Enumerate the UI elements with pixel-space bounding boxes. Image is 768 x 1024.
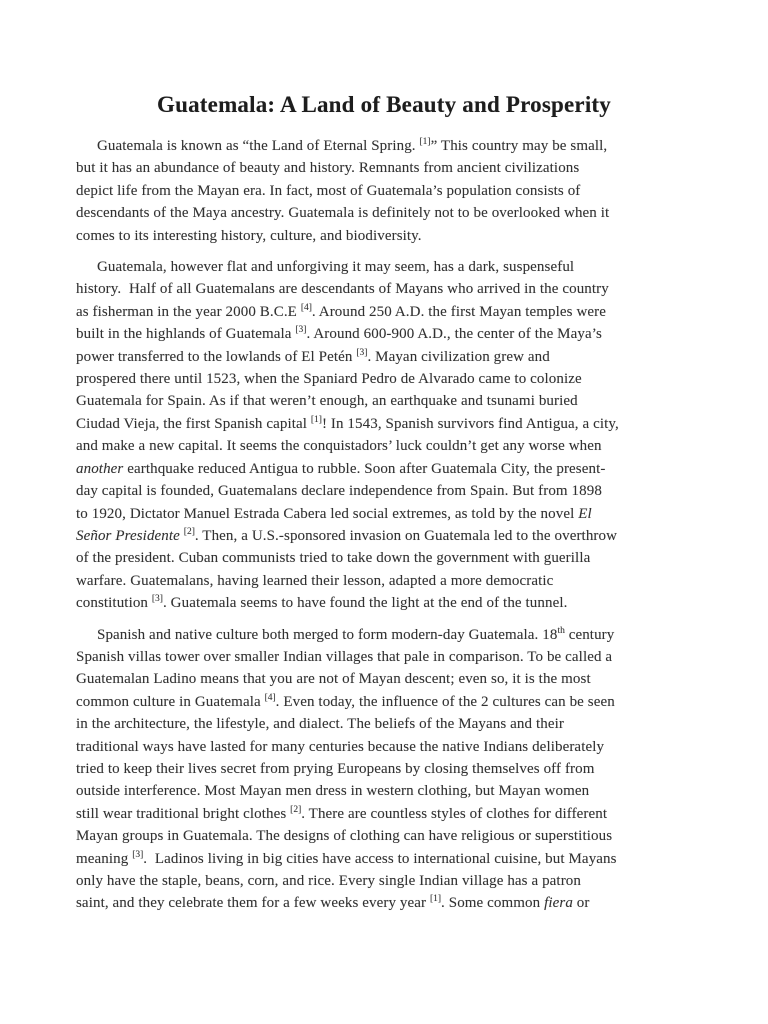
text-line: Guatemala is known as “the Land of Eternal Spring. [1]” This country may be small, [97, 137, 608, 154]
citation-superscript: [1] [429, 894, 442, 905]
text-line: of the president. Cuban communists tried to take down the government with guerilla [76, 550, 591, 567]
text-line: prospered there until 1523, when the Spaniard Pedro de Alvarado came to colonize [76, 371, 582, 388]
document-title: Guatemala: A Land of Beauty and Prosperity [157, 92, 611, 117]
text-line: Señor Presidente [2]. Then, a U.S.-sponsored invasion on Guatemala led to the overthrow [76, 526, 618, 544]
citation-superscript: th [557, 625, 565, 636]
text-line: another earthquake reduced Antigua to rubble. Soon after Guatemala City, the present- [76, 460, 606, 477]
text-line: saint, and they celebrate them for a few weeks every year [1]. Some common fiera or [76, 894, 590, 912]
citation-superscript: [1] [419, 137, 431, 147]
citation-superscript: [3] [132, 849, 144, 860]
text-line: constitution [3]. Guatemala seems to have found the light at the end of the tunnel. [76, 594, 568, 612]
citation-superscript: [4] [300, 302, 312, 313]
text-line: history. Half of all Guatemalans are descendants of Mayans who arrived in the country [76, 281, 609, 298]
text-line: to 1920, Dictator Manuel Estrada Cabera led social extremes, as told by the novel El [76, 505, 592, 522]
text-line: as fisherman in the year 2000 B.C.E [4]. Around 250 A.D. the first Mayan temples were [76, 302, 607, 320]
citation-superscript: [4] [264, 692, 276, 703]
text-line: depict life from the Mayan era. In fact, most of Guatemala’s population consists of [76, 182, 581, 199]
text-line: warfare. Guatemalans, having learned their lesson, adapted a more democratic [76, 572, 554, 589]
text-line: in the architecture, the lifestyle, and dialect. The beliefs of the Mayans and their [76, 716, 564, 733]
text-line: only have the staple, beans, corn, and rice. Every single Indian village has a patron [76, 873, 581, 889]
text-line: traditional ways have lasted for many centuries because the native Indians deliberately [76, 738, 605, 755]
text-line: common culture in Guatemala [4]. Even today, the influence of the 2 cultures can be seen [76, 692, 615, 710]
text-line: Guatemala, however flat and unforgiving it may seem, has a dark, suspenseful [97, 259, 575, 276]
text-line: Guatemala for Spain. As if that weren’t enough, an earthquake and tsunami buried [76, 393, 578, 410]
text-line: Guatemalan Ladino means that you are not of Mayan descent; even so, it is the most [76, 671, 591, 688]
text-line: comes to its interesting history, culture, and biodiversity. [76, 227, 422, 244]
citation-superscript: [2] [183, 526, 195, 537]
citation-superscript: [3] [295, 325, 307, 336]
text-line: but it has an abundance of beauty and history. Remnants from ancient civilizations [76, 160, 580, 177]
text-line: Mayan groups in Guatemala. The designs of clothing can have religious or superstitious [76, 828, 613, 845]
paragraph [76, 624, 692, 915]
paragraph [76, 135, 692, 247]
text-line: and make a new capital. It seems the conquistadors’ luck couldn’t get any worse when [76, 438, 602, 455]
text-line: power transferred to the lowlands of El Petén [3]. Mayan civilization grew and [76, 347, 550, 365]
text-line: day capital is founded, Guatemalans declare independence from Spain. But from 1898 [76, 483, 602, 500]
citation-superscript: [3] [356, 347, 368, 358]
text-line: meaning [3]. Ladinos living in big cities have access to international cuisine, but Mayans [76, 849, 617, 867]
citation-superscript: [1] [310, 414, 322, 425]
text-line: descendants of the Maya ancestry. Guatemala is definitely not to be overlooked when it [76, 205, 610, 222]
text-line: Spanish villas tower over smaller Indian villages that pale in comparison. To be called a [76, 648, 613, 665]
paragraph [76, 256, 692, 615]
text-line: tried to keep their lives secret from prying Europeans by closing themselves off from [76, 760, 595, 777]
text-line: outside interference. Most Mayan men dress in western clothing, but Mayan women [76, 783, 590, 800]
document-body [76, 135, 692, 915]
text-line: built in the highlands of Guatemala [3]. Around 600-900 A.D., the center of the Maya’s [76, 325, 602, 343]
text-line: still wear traditional bright clothes [2]. There are countless styles of clothes for different [76, 804, 608, 822]
text-line: Ciudad Vieja, the first Spanish capital [1]! In 1543, Spanish survivors find Antigua, a city, [76, 414, 619, 432]
citation-superscript: [2] [290, 804, 302, 815]
citation-superscript: [3] [151, 594, 163, 605]
text-line: Spanish and native culture both merged to form modern-day Guatemala. 18th century [97, 625, 615, 643]
